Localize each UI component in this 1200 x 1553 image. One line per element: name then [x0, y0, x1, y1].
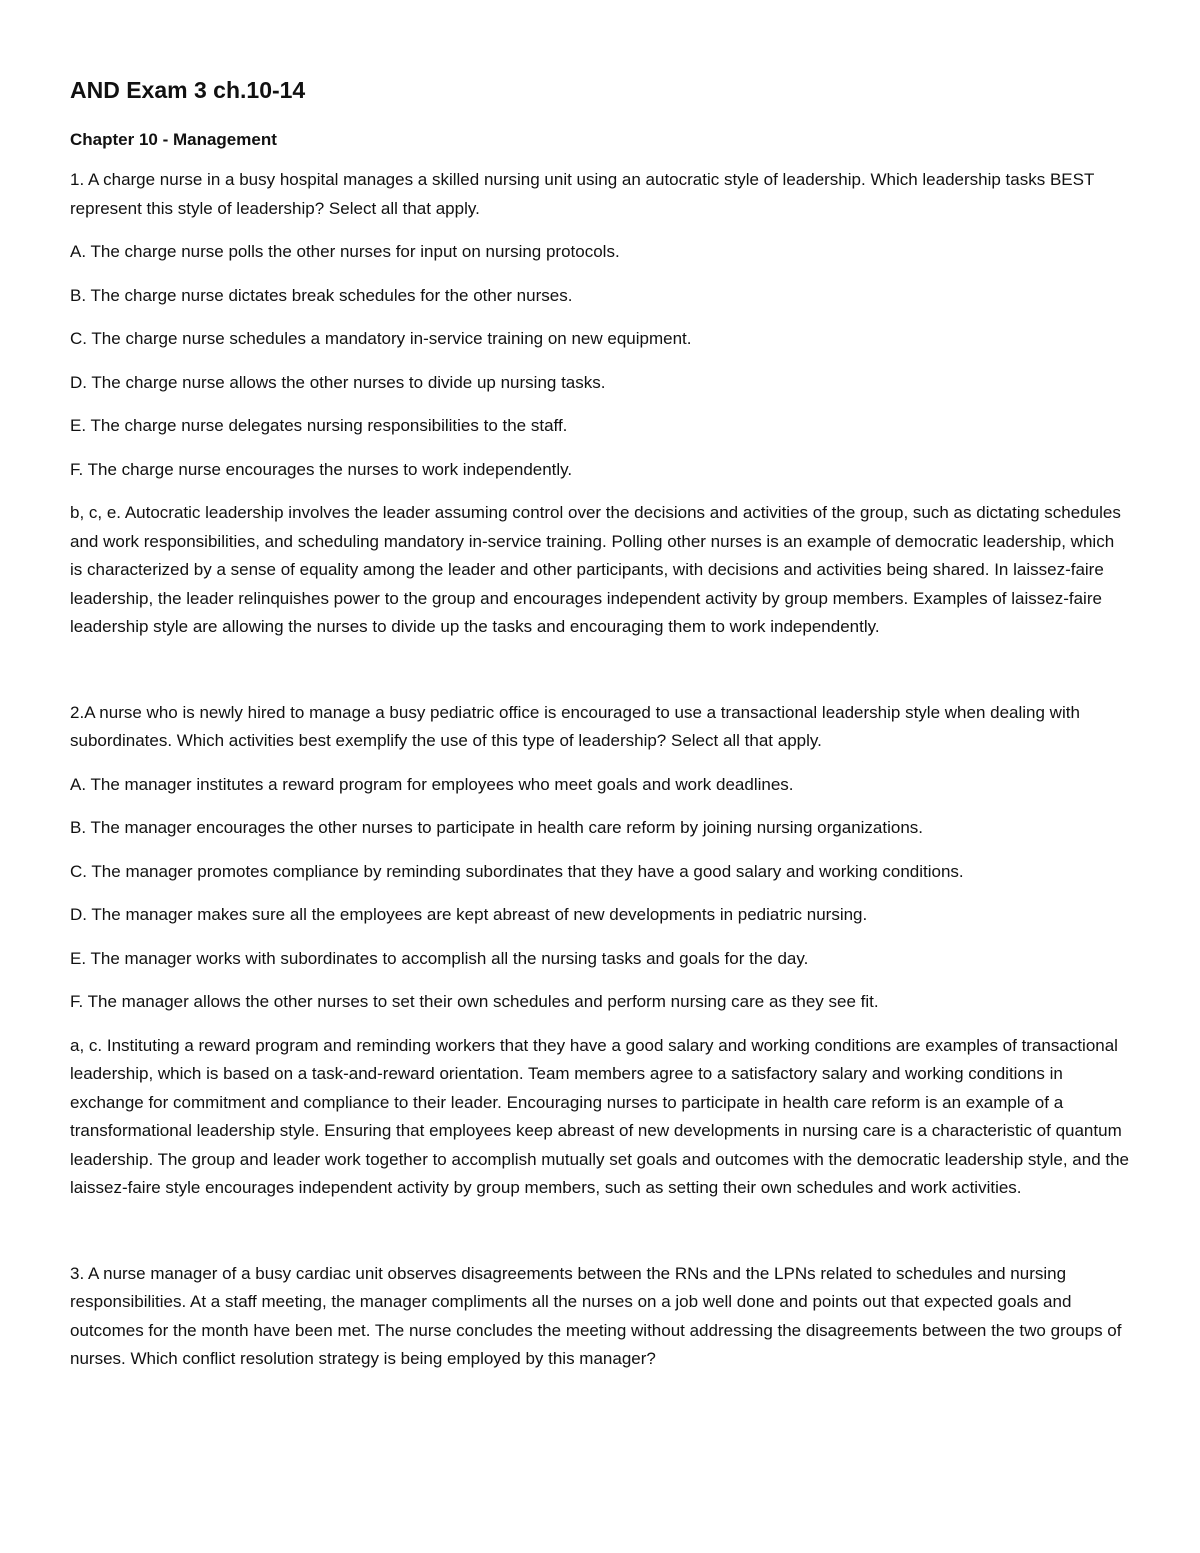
answer-option-f: [70, 988, 1130, 1017]
question-number: 2.: [70, 702, 85, 722]
answer-option-b: [70, 814, 1130, 843]
option-letter: C.: [70, 861, 87, 881]
option-letter: F.: [70, 459, 84, 479]
option-text: The manager promotes compliance by reminding subordinates that they have a good salary and working conditions.: [91, 861, 964, 881]
question-stem: [70, 166, 1130, 223]
document-page: [70, 76, 1130, 1389]
answer-option-d: [70, 369, 1130, 398]
question-3: [70, 1260, 1130, 1374]
option-letter: E.: [70, 416, 87, 435]
chapter-heading: Chapter 10 - Management: [70, 130, 277, 149]
answer-option-b: [70, 282, 1130, 311]
question-text: A charge nurse in a busy hospital manages a skilled nursing unit using an autocratic style of leadership. Which leadership tasks BEST represent this style of leadership? Select all that apply.: [70, 170, 1095, 218]
option-text: The charge nurse delegates nursing responsibilities to the staff.: [90, 416, 568, 435]
rationale-text: Instituting a reward program and reminding workers that they have a good salary and working conditions are examples of transactional leadership, which is based on a task-and-reward orientation. Team members agree to a satisfactory salary and working conditions in exchange for commitment and compliance to their leader. Encouraging nurses to participate in health care reform is an example of a transformational leadership style. Ensuring that employees keep abreast of new developments in nursing care is a characteristic of quantum leadership. The group and leader work together to accomplish mutually set goals and outcomes with the democratic leadership style, and the laissez-faire style encourages independent activity by group members, such as setting their own schedules and work activities.: [70, 1035, 1130, 1197]
question-stem: [70, 1260, 1130, 1374]
question-text: A nurse manager of a busy cardiac unit observes disagreements between the RNs and the LPNs related to schedules and nursing responsibilities. At a staff meeting, the manager compliments all the nurses on a job well done and points out that expected goals and outcomes for the month have been met. The nurse concludes the meeting without addressing the disagreements between the two groups of nurses. Which conflict resolution strategy is being employed by this manager?: [70, 1263, 1122, 1368]
option-text: The charge nurse polls the other nurses for input on nursing protocols.: [90, 242, 620, 261]
answer-rationale: [70, 1032, 1130, 1203]
option-letter: B.: [70, 285, 87, 305]
option-text: The charge nurse schedules a mandatory in-service training on new equipment.: [91, 329, 692, 348]
rationale-text: Autocratic leadership involves the leader assuming control over the decisions and activities of the group, such as dictating schedules and work responsibilities, and scheduling mandatory in-service training. Polling other nurses is an example of democratic leadership, which is characterized by a sense of equality among the leader and other participants, with decisions and activities being shared. In laissez-faire leadership, the leader relinquishes power to the group and encourages independent activity by group members. Examples of laissez-faire leadership style are allowing the nurses to divide up the tasks and encouraging them to work independently.: [70, 503, 1121, 636]
option-letter: D.: [70, 905, 87, 924]
section-spacer: [70, 642, 1130, 699]
answer-key: b, c, e.: [70, 503, 122, 522]
option-letter: A.: [70, 242, 87, 261]
option-text: The manager makes sure all the employees are kept abreast of new developments in pediatric nursing.: [91, 905, 868, 924]
answer-option-f: [70, 456, 1130, 485]
option-letter: C.: [70, 329, 87, 348]
question-number: 1.: [70, 170, 85, 189]
question-number: 3.: [70, 1263, 85, 1283]
section-spacer: [70, 1203, 1130, 1260]
answer-option-a: [70, 771, 1130, 800]
option-text: The manager encourages the other nurses to participate in health care reform by joining nursing organizations.: [90, 818, 924, 837]
answer-option-e: [70, 945, 1130, 974]
option-letter: F.: [70, 992, 84, 1011]
option-letter: B.: [70, 818, 87, 837]
answer-option-c: [70, 858, 1130, 887]
option-text: The manager allows the other nurses to set their own schedules and perform nursing care as they see fit.: [87, 992, 879, 1011]
answer-option-c: [70, 325, 1130, 354]
option-text: The charge nurse allows the other nurses to divide up nursing tasks.: [91, 372, 606, 392]
option-letter: E.: [70, 948, 87, 968]
answer-option-e: [70, 412, 1130, 441]
question-stem: [70, 699, 1130, 756]
question-1: [70, 166, 1130, 642]
option-text: The charge nurse encourages the nurses to work independently.: [87, 459, 573, 479]
question-text: A nurse who is newly hired to manage a busy pediatric office is encouraged to use a transactional leadership style when dealing with subordinates. Which activities best exemplify the use of this type of leadership? Select all that apply.: [70, 702, 1080, 750]
option-letter: D.: [70, 372, 87, 392]
answer-rationale: [70, 499, 1130, 642]
answer-option-a: [70, 238, 1130, 267]
question-2: [70, 699, 1130, 1203]
answer-option-d: [70, 901, 1130, 930]
answer-key: a, c.: [70, 1035, 103, 1055]
option-text: The manager works with subordinates to accomplish all the nursing tasks and goals for the day.: [90, 948, 809, 968]
document-title: AND Exam 3 ch.10-14: [70, 77, 306, 103]
option-text: The charge nurse dictates break schedules for the other nurses.: [90, 285, 573, 305]
option-letter: A.: [70, 774, 87, 794]
option-text: The manager institutes a reward program for employees who meet goals and work deadlines.: [90, 774, 794, 794]
